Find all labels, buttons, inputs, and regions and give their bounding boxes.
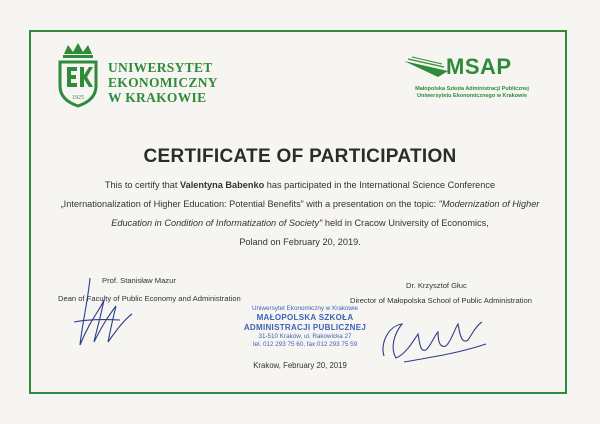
msap-subtitle <box>402 86 542 100</box>
university-name-line3: W KRAKOWIE <box>108 90 207 105</box>
right-signatory-name: Dr. Krzysztof Głuc <box>406 281 467 290</box>
right-signatory-title: Director of Małopolska School of Public Administration <box>350 296 532 305</box>
left-signature-icon <box>60 270 160 350</box>
presentation-topic-b: Education in Condition of Informatization of Society" <box>111 218 323 228</box>
msap-subtitle-line2: Uniwersytetu Ekonomicznego w Krakowie <box>416 93 528 99</box>
stamp-line-3: ADMINISTRACJI PUBLICZNEJ <box>243 323 367 332</box>
founding-year: 1925 <box>72 95 84 101</box>
participant-name: Valentyna Babenko <box>179 180 265 190</box>
university-name-line2: EKONOMICZNY <box>108 75 218 90</box>
certificate-title: CERTIFICATE OF PARTICIPATION <box>143 146 457 167</box>
stamp-line-5: tel. 012 293 75 60, fax 012 293 75 59 <box>252 341 358 348</box>
place-and-date: Krakow, February 20, 2019 <box>253 361 347 370</box>
stamp-line-2: MAŁOPOLSKA SZKOŁA <box>256 313 354 322</box>
body-line-2: „Internationalization of Higher Education: Potential Benefits” with a presentation on the topic: "Modernization of Higher <box>60 199 540 209</box>
university-name <box>108 60 218 105</box>
left-signatory-name: Prof. Stanisław Mazur <box>102 276 176 285</box>
institution-stamp <box>242 305 368 349</box>
university-crest-icon <box>56 42 100 108</box>
university-name-line1: UNIWERSYTET <box>108 60 213 75</box>
right-signature-icon <box>376 304 496 368</box>
presentation-topic-a: "Modernization of Higher <box>438 199 540 209</box>
msap-name: MSAP <box>446 54 512 79</box>
body-line-1: This to certify that Valentyna Babenko has participated in the International Science Conference <box>104 180 496 190</box>
body-line-3: Education in Condition of Informatization of Society" held in Cracow University of Economics, <box>111 218 489 228</box>
msap-subtitle-line1: Małopolska Szkoła Administracji Publicznej <box>415 86 529 92</box>
left-signatory-title: Dean of Faculty of Public Economy and Administration <box>58 294 241 303</box>
stamp-line-4: 31-510 Kraków, ul. Rakowicka 27 <box>258 333 352 340</box>
stamp-line-1: Uniwersytet Ekonomiczny w Krakowie <box>251 305 359 312</box>
certificate-body <box>40 176 560 252</box>
body-line-4: Poland on February 20, 2019. <box>239 237 361 247</box>
